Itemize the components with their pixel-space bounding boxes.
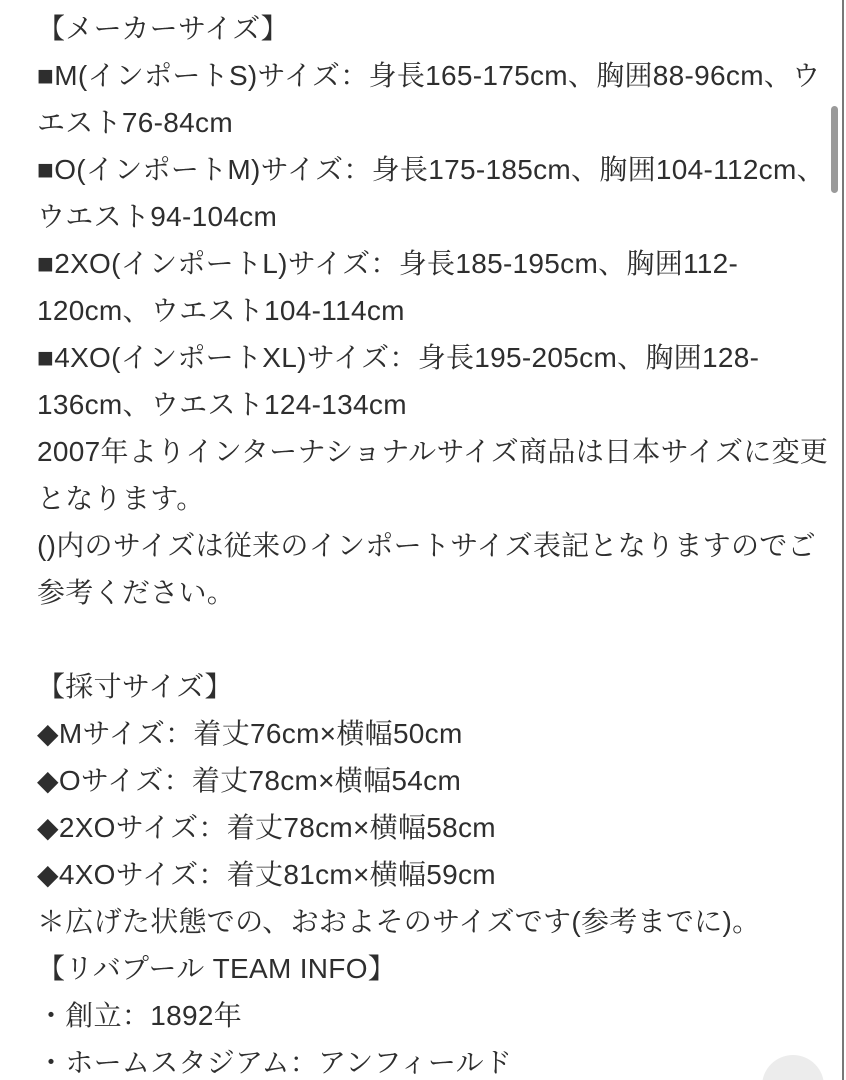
measured-size-line-m: ◆Mサイズ：着丈76cm×横幅50cm xyxy=(37,718,463,749)
maker-size-line-m: ■M(インポートS)サイズ：身長165-175cm、胸囲88-96cm、ウ xyxy=(37,60,821,91)
maker-size-line-4xo: ■4XO(インポートXL)サイズ：身長195-205cm、胸囲128- xyxy=(37,342,760,373)
scrollbar-thumb[interactable] xyxy=(831,106,838,193)
import-size-note-line-2: 参考ください。 xyxy=(37,577,236,608)
maker-size-line-2xo: ■2XO(インポートL)サイズ：身長185-195cm、胸囲112- xyxy=(37,248,739,279)
maker-size-line-4xo-wrap: 136cm、ウエスト124-134cm xyxy=(37,389,407,420)
measured-size-line-o: ◆Oサイズ：着丈78cm×横幅54cm xyxy=(37,765,462,796)
blank-line xyxy=(37,616,815,663)
size-change-note-line-1: 2007年よりインターナショナルサイズ商品は日本サイズに変更 xyxy=(37,436,829,467)
window-right-border xyxy=(842,0,844,1080)
team-info-stadium: ・ホームスタジアム：アンフィールド xyxy=(37,1047,513,1078)
size-description-text xyxy=(37,5,829,1080)
measured-size-line-2xo: ◆2XOサイズ：着丈78cm×横幅58cm xyxy=(37,812,496,843)
section-heading-maker-size: 【メーカーサイズ】 xyxy=(37,13,289,44)
import-size-note-line-1: ()内のサイズは従来のインポートサイズ表記となりますのでご xyxy=(37,530,816,561)
maker-size-line-2xo-wrap: 120cm、ウエスト104-114cm xyxy=(37,295,405,326)
measured-size-disclaimer: ＊広げた状態での、おおよそのサイズです(参考までに)。 xyxy=(37,906,761,937)
maker-size-line-m-wrap: エスト76-84cm xyxy=(37,107,233,138)
team-info-founded: ・創立：1892年 xyxy=(37,1000,242,1031)
section-heading-team-info: 【リバプール TEAM INFO】 xyxy=(37,953,397,984)
maker-size-line-o: ■O(インポートM)サイズ：身長175-185cm、胸囲104-112cm、 xyxy=(37,154,825,185)
section-heading-measured-size: 【採寸サイズ】 xyxy=(37,671,233,702)
size-change-note-line-2: となります。 xyxy=(37,483,205,514)
measured-size-line-4xo: ◆4XOサイズ：着丈81cm×横幅59cm xyxy=(37,859,496,890)
maker-size-line-o-wrap: ウエスト94-104cm xyxy=(37,201,278,232)
